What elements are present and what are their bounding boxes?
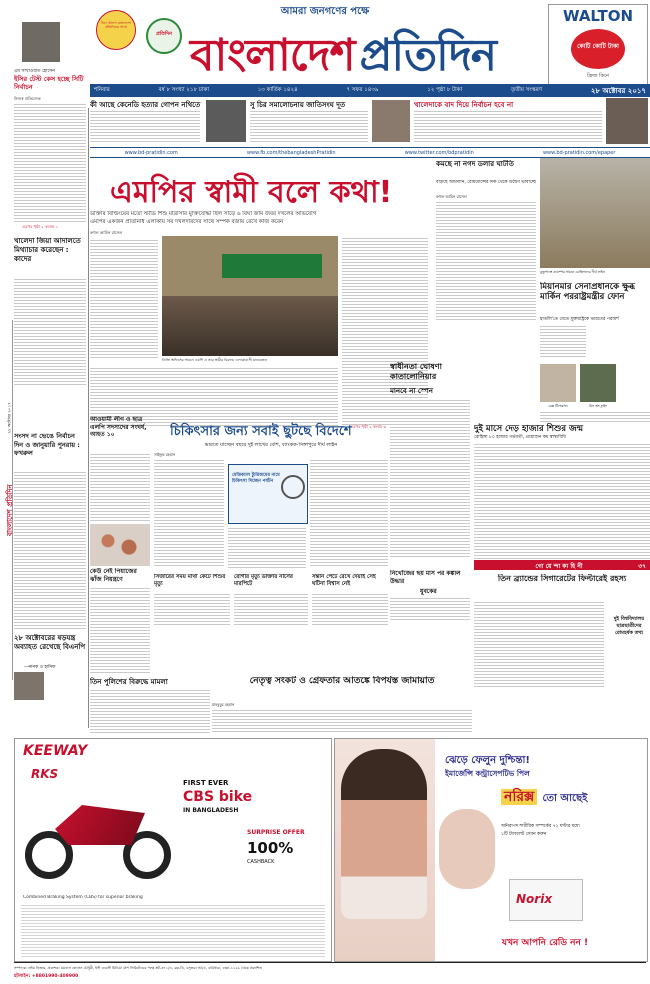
mid-main xyxy=(154,420,388,625)
bike-body xyxy=(55,805,145,845)
left-h4b: —নানক ও হানিফ xyxy=(24,665,56,670)
norix-ad[interactable] xyxy=(334,738,648,962)
mid-left-body xyxy=(90,452,150,522)
tillerson-name: রেক্স টিলারসন xyxy=(548,404,568,408)
norix-brand-box xyxy=(501,785,641,807)
right-headline-2: মিয়ানমার সেনাপ্রধানকে ক্ষুব্ধ মার্কিন পররাষ্ট্রমন্ত্রীর ফোন xyxy=(540,282,636,302)
jamaat-story xyxy=(212,676,472,736)
norix-note2: ১টি ট্যাবলেট সেবন করুন xyxy=(501,832,547,837)
left-h2: খালেদা জিয়া আদালতে মিথ্যাচার করেছেন : কাদের xyxy=(14,237,81,263)
tillerson-photo xyxy=(540,364,576,402)
side-strip xyxy=(0,320,13,680)
mid-main-body-2 xyxy=(310,458,388,568)
crowd-in-photo xyxy=(162,296,338,356)
banner-in-photo xyxy=(222,254,322,278)
moshrarraf-photo xyxy=(606,98,648,144)
keeway-brand: KEEWAY xyxy=(23,743,88,759)
title-part-2: প্রতিদিন xyxy=(359,30,497,81)
sub-headline-3: সন্তান পেটে রেখে দেয়াই সেই ঘটিনা বিশ্বাস নেই xyxy=(312,574,376,587)
detective-label: গো য়ে ন্দা কা হি নী xyxy=(535,563,583,570)
walton-ad[interactable] xyxy=(548,4,648,88)
lead-byline: রুহুল আমিন রাসেল xyxy=(90,230,123,235)
jamaat-byline: মাহবুবুর রহমান xyxy=(212,702,235,707)
keeway-surprise: SURPRISE OFFER xyxy=(247,829,305,836)
keeway-100: 100% xyxy=(247,839,294,857)
stethoscope-icon xyxy=(281,475,305,499)
keeway-dealers xyxy=(21,903,325,957)
side-strip-date: ২৮ অক্টোবর ২০১৭ xyxy=(6,402,12,434)
police-body xyxy=(90,688,210,734)
left-body-3 xyxy=(14,470,86,630)
right-sub-2: হাতলি'তে যেতে যুক্তরাষ্ট্রকে ভারতের পরামর্শ xyxy=(540,317,619,322)
strip-hijri-date: ৭ সফর ১৪৩৯ xyxy=(346,86,379,93)
keeway-sub: Combined Braking System (CBS) for superior braking xyxy=(23,895,143,900)
side-strip-title: বাংলাদেশ প্রতিদিন xyxy=(6,484,14,536)
strip-day: শনিবার xyxy=(94,86,110,93)
onion-headline: কেউ নেই পিয়াজের ঝাঁজ নিয়ন্ত্রণে xyxy=(90,568,137,583)
mid-main-sub: ভারতে যাচ্ছেন বছরে দুই লাখের বেশি, ব্যাংকক-সিঙ্গাপুরে দীর্ঘ লাইন xyxy=(204,442,338,448)
norix-note1: অনিরাপদ শারীরিক সম্পর্কের ৭২ ঘণ্টার মধ্যে xyxy=(501,824,580,829)
top-story-3: খালেদাকে বাদ দিয়ে নির্বাচন হবে না xyxy=(414,101,514,109)
mid-left-column xyxy=(90,416,150,676)
keeway-cashback: CASHBACK xyxy=(247,859,275,865)
lead-headline: এমপির স্বামী বলে কথা! xyxy=(110,175,393,210)
sub-headline-2: রোগীর মৃত্যু ডাক্তার নার্সের মারপিটে xyxy=(234,574,293,587)
web-bar xyxy=(90,147,650,158)
jamaat-headline: নেতৃত্ব সংকট ও গ্রেফতার আতঙ্কে বিপর্যস্ত জামায়াত xyxy=(249,676,435,686)
left-byline: নিজস্ব প্রতিবেদক xyxy=(14,96,41,101)
badge-text: ঈদে আনন্দ বাংলাদেশ প্রতিদিনের সাথে xyxy=(101,21,131,29)
rohingya-caption: কুতুপালং ক্যাম্পের সামনে রোহিঙ্গাদের দীর্ঘ লাইন xyxy=(540,270,605,274)
top-story-2-body xyxy=(250,109,368,143)
catalonia-sub: মানবে না স্পেন xyxy=(390,387,433,395)
keeway-model: RKS xyxy=(31,767,59,781)
births-headline: দুই মাসে দেড় হাজার শিশুর জন্ম xyxy=(474,424,584,434)
title-part-1: বাংলাদেশ xyxy=(190,30,355,81)
left-h3: সংসদ না ভেঙে নির্বাচন দিন ও জানুয়ারি পুনরায় : ফখরুল xyxy=(14,432,80,457)
min-aung-name: মিন অং হ্লাইং xyxy=(589,404,607,408)
top-story-1-body xyxy=(90,109,200,143)
norix-footer: যখন আপনি রেডি নন ! xyxy=(501,938,589,948)
top-stories xyxy=(90,98,650,146)
births-story xyxy=(474,420,650,560)
left-h4: ২৮ অক্টোবরের ষড়যন্ত্র অব্যাহত রেখেছে বিএনপি xyxy=(14,634,86,651)
right-sub-1: বাড়ছে আমদানি, রেমিট্যান্সের দিক থেকে উদ্বেগ ভাবাচ্ছে xyxy=(436,180,536,185)
top-story-3-body xyxy=(414,109,602,143)
footer-hotline: হটলাইন: +8801990-409900 xyxy=(14,974,79,979)
left-portrait xyxy=(14,672,44,700)
onion-body xyxy=(90,586,150,674)
strip-edition: তৃতীয় সংস্করণ xyxy=(510,86,543,93)
keeway-bike xyxy=(25,779,175,889)
paper-title xyxy=(190,22,540,80)
footer-print-line: সম্পাদক: নঈম নিজাম, প্রকাশক: ময়নাল হোসেন চৌধুরী, ইস্ট ওয়েস্ট মিডিয়া গ্রুপ লিমিটেডের পক্ষে প্লট-৩৭১/এ, ব্লক-ডি, বসুন্ধরা আ/এ, বারিধারা, ঢাকা-১২২৯ থেকে প্রকাশিত xyxy=(14,966,262,970)
missing-headline: নিখোঁজের ছয় মাস পর কঙ্কাল উদ্ধার xyxy=(390,570,461,585)
norix-line2: ইমার্জেন্সি কন্ট্রাসেপটিভ পিল xyxy=(445,769,530,778)
catalonia-body xyxy=(390,398,470,558)
norix-pack xyxy=(509,879,583,921)
sub-body-2 xyxy=(234,592,308,625)
lead-caption: ডিজি অফিসের সামনে এমপি ও তার স্বামীর বিরুদ্ধে এলাকাবাসী মানববন্ধন xyxy=(162,358,268,362)
police-headline: তিন পুলিশের বিরুদ্ধে মামলা xyxy=(90,678,168,686)
police-story xyxy=(90,676,210,736)
mid-main-byline: সাইফুর রহমান xyxy=(154,452,176,457)
keeway-ad[interactable] xyxy=(14,738,332,962)
left-column xyxy=(14,62,86,702)
date-strip-items xyxy=(90,84,650,97)
right-top-b xyxy=(540,324,650,424)
right-body-1 xyxy=(436,200,536,320)
mid-main-body-3 xyxy=(228,526,306,568)
left-body-2 xyxy=(14,277,86,387)
sub-body-1 xyxy=(154,592,230,625)
walton-line2: ফ্রিজ কিনে xyxy=(587,73,609,79)
keeway-bd: IN BANGLADESH xyxy=(183,807,239,814)
missing-sub: যুবকের xyxy=(420,588,437,595)
detective-headline: তিন ব্র্যান্ডের সিগারেটের ফিল্টারেই রহস্য xyxy=(497,574,627,583)
footer-imprint xyxy=(14,962,646,983)
mid-main-graphic xyxy=(228,464,308,524)
onion-photo xyxy=(90,524,150,566)
lead-subhead-2: এমপির একজন প্রতিনিধি এলাকায় সব দখলদারদের সাথে সম্পর্ক বজায় রেখে কাজ করেন xyxy=(90,219,284,225)
walton-brand: WALTON xyxy=(562,7,634,25)
left-more-1[interactable]: এরপর পৃষ্ঠা ২ কলাম ১ xyxy=(22,224,59,229)
keeway-first: FIRST EVER xyxy=(183,779,229,787)
min-aung-photo xyxy=(580,364,616,402)
lead-story xyxy=(90,158,430,433)
norix-brand: নরিক্স xyxy=(501,789,537,805)
top-left-portrait xyxy=(22,22,60,62)
lead-more[interactable]: এরপর পৃষ্ঠা ২ কলাম ৬ xyxy=(350,424,387,429)
missing-body xyxy=(390,596,470,620)
mid-main-headline: চিকিৎসার জন্য সবাই ছুটছে বিদেশে xyxy=(170,424,352,439)
jamaat-body xyxy=(212,708,472,734)
walton-line1: কোটি কোটি টাকা xyxy=(577,43,619,50)
mid-left-headline: আওয়ামী লীগ ও ছাত্র এলপি সদস্যদের সংঘর্ষ, আহত ১০ xyxy=(90,416,147,438)
catalonia-column xyxy=(390,360,470,620)
detective-number: ৩৭ xyxy=(638,563,646,570)
right-headline-1: কমছে না নগদ ডলার ঘাটতি xyxy=(436,160,514,168)
strip-bangla-date: ১৩ কার্তিক ১৪২৪ xyxy=(257,86,298,93)
right-byline: রুহুল আমিন রাসেল xyxy=(436,194,467,199)
rohingya-photo xyxy=(540,158,650,268)
sub-body-3 xyxy=(312,592,388,625)
norix-model-face xyxy=(341,749,427,919)
seal-text: প্রতিদিন xyxy=(156,31,172,37)
kennedy-photo xyxy=(206,100,246,142)
badge-circle xyxy=(96,10,136,50)
lead-body-left xyxy=(90,238,158,358)
mid-main-graphic-text: মেডিক্যাল ট্যুরিজমের নামে চিকিৎসা দিচ্ছেন পর্যটন xyxy=(232,473,280,484)
top-story-1: কী আছে কেনেডি হত্যার গোপন নথিতে xyxy=(90,101,201,109)
facebook-link[interactable]: www.fb.com/thebangladeshPratidin xyxy=(246,149,336,156)
norix-line1: ঝেড়ে ফেলুন দুশ্চিন্তা! xyxy=(445,755,530,766)
births-sub: রোহিঙ্গা ৮০ হাজার গর্ভবতী, প্রয়োজন কম স্বাস্থ্যবিধি xyxy=(474,435,566,440)
slogan: আমরা জনগণের পক্ষে xyxy=(280,6,370,17)
lead-subhead-1: ডাক্তার বিল্ডিংয়ের মতো স্টাডি শিশু মাদ্রাসার মুক্তিযোদ্ধা ছিল সাড়ে ৬ বিঘা জমি জবর দখলের অভিযোগ xyxy=(90,211,317,217)
strip-pages-price: ১২ পৃষ্ঠা ৮ টাকা xyxy=(427,86,463,93)
norix-mask xyxy=(439,809,495,889)
twitter-link[interactable]: www.twitter.com/bdpratidin xyxy=(404,149,474,156)
epaper-link[interactable]: www.bd-pratidin.com/epaper xyxy=(542,149,616,156)
left-col-rule xyxy=(88,108,89,728)
web-link[interactable]: www.bd-pratidin.com xyxy=(124,149,178,156)
masthead xyxy=(0,0,650,108)
births-body xyxy=(474,442,650,560)
sub-headline-1: সিজারের সময় মাথা কেটে শিশুর মৃত্যু xyxy=(154,574,226,587)
left-name: এম সাখাওয়াত হোসেন xyxy=(14,69,55,74)
detective-story xyxy=(474,560,650,690)
strip-volume: বর্ষ ৮ সংখ্যা ২১৮ ঢাকা xyxy=(158,86,209,93)
mid-main-body-1 xyxy=(154,458,224,568)
strip-date: ২৮ অক্টোবর ২০১৭ xyxy=(590,86,646,95)
detective-body xyxy=(474,600,604,688)
seal-logo xyxy=(146,18,182,54)
norix-line3: তো আছেই xyxy=(542,793,588,804)
catalonia-headline: স্বাধীনতা ঘোষণা কাতালোনিয়ার xyxy=(390,362,442,381)
lead-photo xyxy=(162,236,338,356)
norix-pack-label: Norix xyxy=(516,892,553,906)
un-envoy-photo xyxy=(372,100,410,142)
top-story-2: সু চির সমালোচনায় জাতিসংঘ দূত xyxy=(250,101,346,109)
detective-side-note: দুই বিশ্ববিদ্যালয় ছাত্রছাত্রীদের রোমহর্ষক তথ্য xyxy=(613,616,645,636)
keeway-cbs: CBS bike xyxy=(183,789,253,805)
left-body-1 xyxy=(14,102,86,222)
left-headline: ইসির টেস্ট কেস হচ্ছে সিটি নির্বাচন xyxy=(14,75,84,91)
